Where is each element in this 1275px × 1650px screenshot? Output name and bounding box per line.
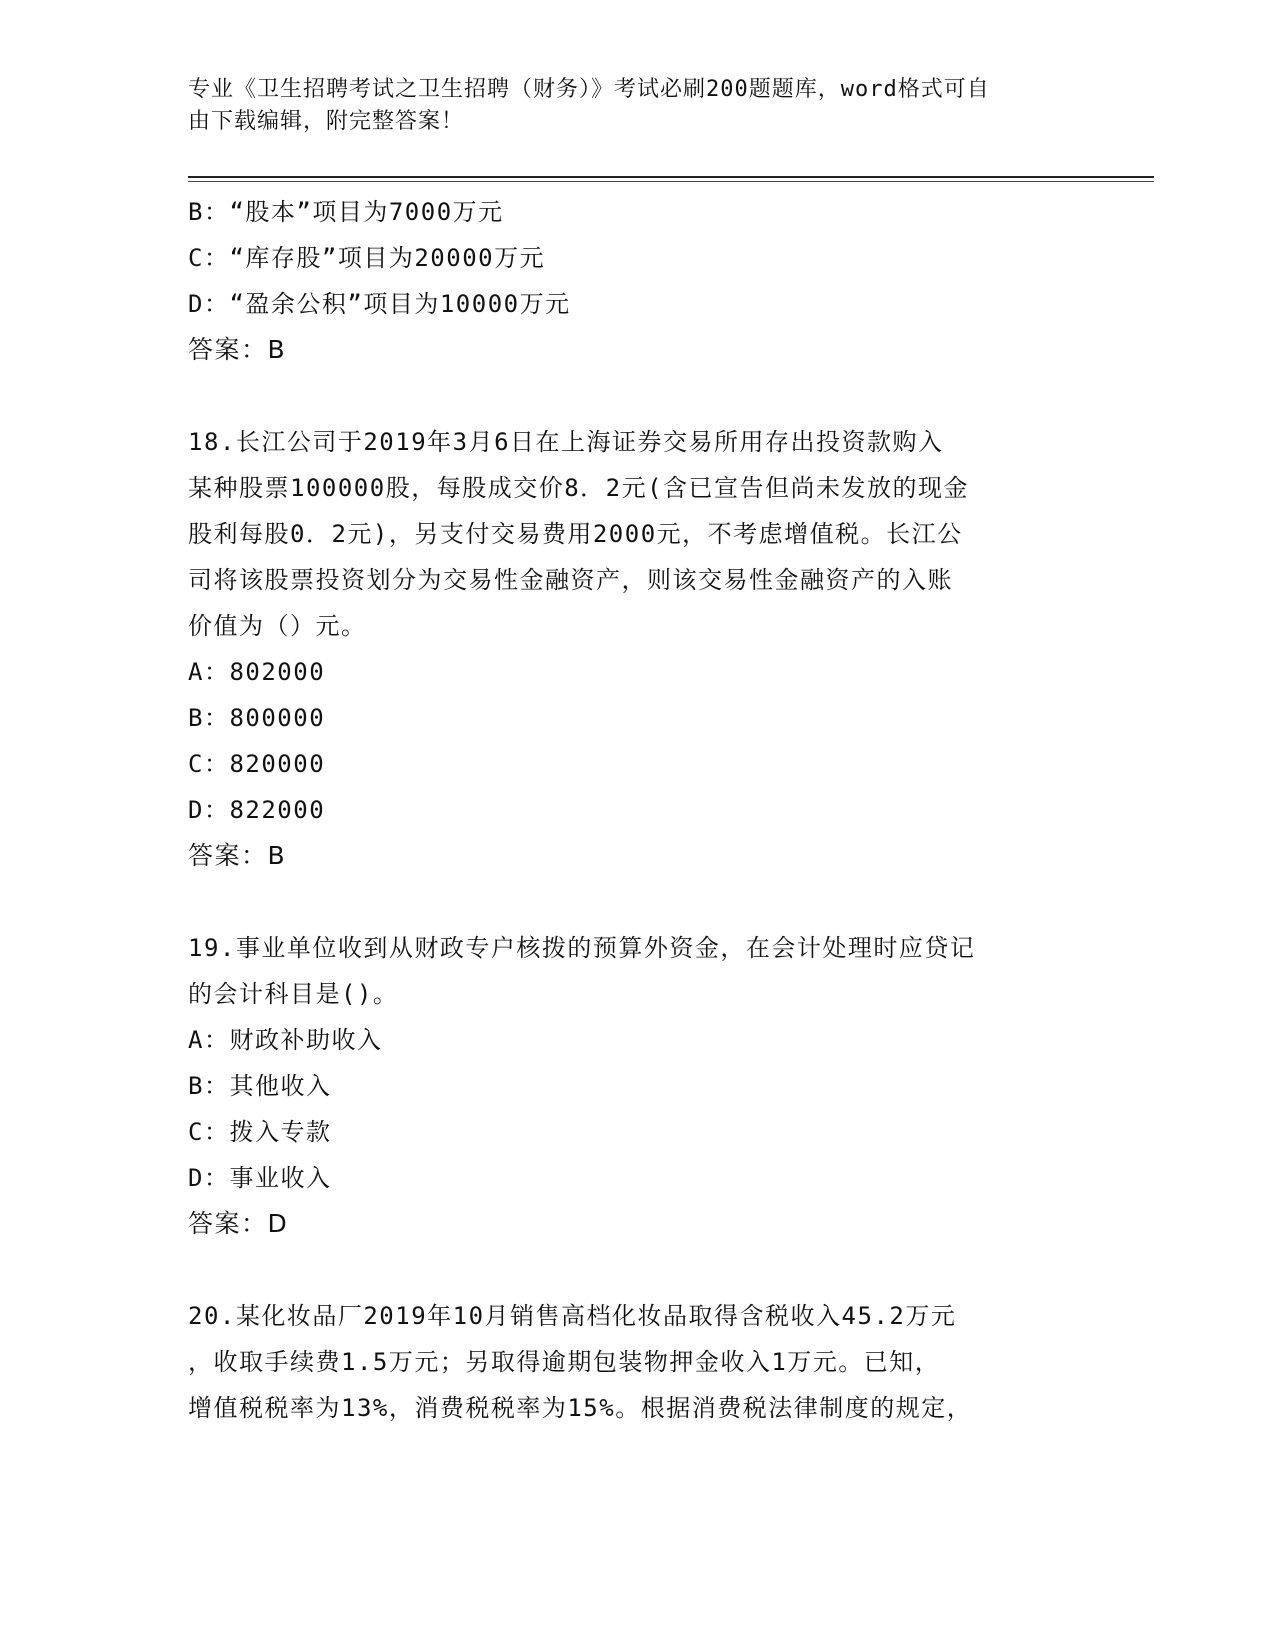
option-b: B：其他收入 <box>188 1072 332 1100</box>
answer-line: 答案：B <box>188 841 287 870</box>
option-c: C：拨入专款 <box>188 1118 332 1146</box>
question-stem-line: 增值税税率为13%，消费税税率为15%。根据消费税法律制度的规定， <box>188 1394 973 1422</box>
question-content <box>188 189 1088 1431</box>
question-stem-line: 股利每股0．2元)，另支付交易费用2000元，不考虑增值税。长江公 <box>188 520 963 548</box>
spacer <box>188 1247 1088 1293</box>
header-line-2: 由下载编辑，附完整答案！ <box>188 109 465 134</box>
question-17-tail <box>188 189 1088 373</box>
spacer <box>188 879 1088 925</box>
question-stem-line: 20.某化妆品厂2019年10月销售高档化妆品取得含税收入45.2万元 <box>188 1302 957 1330</box>
spacer <box>188 373 1088 419</box>
question-stem-line: 18.长江公司于2019年3月6日在上海证券交易所用存出投资款购入 <box>188 428 944 456</box>
header-line-1: 专业《卫生招聘考试之卫生招聘（财务）》考试必刷200题题库，word格式可自 <box>188 77 990 102</box>
option-d: D：事业收入 <box>188 1164 332 1192</box>
question-stem-line: 司将该股票投资划分为交易性金融资产，则该交易性金融资产的入账 <box>188 566 953 594</box>
option-b: B：800000 <box>188 704 326 732</box>
question-stem-line: 19.事业单位收到从财政专户核拨的预算外资金，在会计处理时应贷记 <box>188 934 976 962</box>
question-stem-line: 的会计科目是()。 <box>188 980 399 1008</box>
answer-line: 答案：D <box>188 1209 289 1238</box>
header-rule-thick <box>188 176 1154 178</box>
option-a: A：802000 <box>188 658 326 686</box>
option-d: D：“盈余公积”项目为10000万元 <box>188 290 571 318</box>
question-stem-line: 某种股票100000股，每股成交价8．2元(含已宣告但尚未发放的现金 <box>188 474 970 502</box>
question-19 <box>188 925 1088 1247</box>
question-stem-line: 价值为（）元。 <box>188 612 367 640</box>
option-a: A：财政补助收入 <box>188 1026 383 1054</box>
answer-line: 答案：B <box>188 335 287 364</box>
document-header <box>188 74 1068 138</box>
header-rule-thin <box>188 181 1154 182</box>
option-c: C：820000 <box>188 750 326 778</box>
option-c: C：“库存股”项目为20000万元 <box>188 244 546 272</box>
question-stem-line: ，收取手续费1.5万元；另取得逾期包装物押金收入1万元。已知， <box>188 1348 941 1376</box>
option-b: B：“股本”项目为7000万元 <box>188 198 504 226</box>
question-18 <box>188 419 1088 879</box>
option-d: D：822000 <box>188 796 326 824</box>
question-20 <box>188 1293 1088 1431</box>
